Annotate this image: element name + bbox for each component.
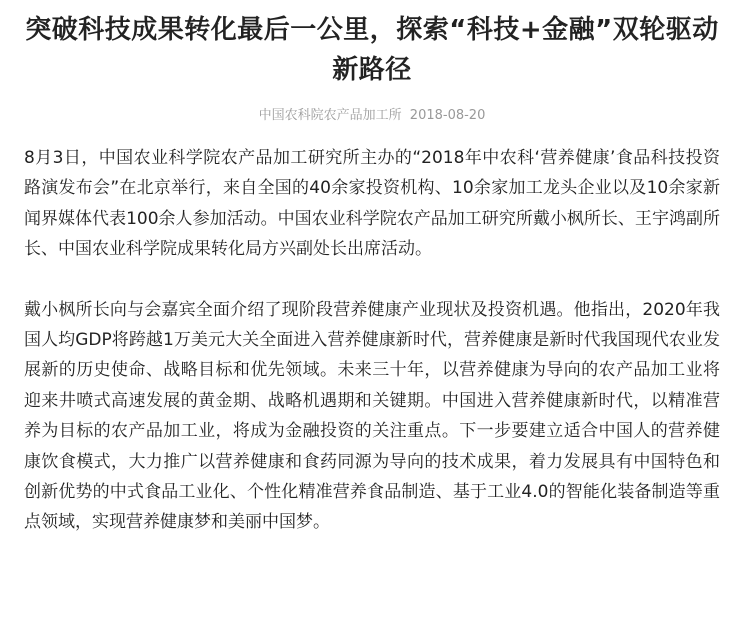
article-title: 突破科技成果转化最后一公里，探索“科技+金融”双轮驱动新路径 <box>25 15 719 85</box>
article-paragraph-2: 戴小枫所长向与会嘉宾全面介绍了现阶段营养健康产业现状及投资机遇。他指出，2020年我国人均GDP将跨越1万美元大关全面进入营养健康新时代，营养健康是新时代我国现代农业发展新的历史使命、战略目标和优先领域。未来三十年，以营养健康为导向的农产品加工业将迎来井喷式高速发展的黄金期、战略机遇期和关键期。中国进入营养健康新时代，以精准营养为目标的农产品加工业，将成为金融投资的关注重点。下一步要建立适合中国人的营养健康饮食模式，大力推广以营养健康和食药同源为导向的技术成果，着力发展具有中国特色和创新优势的中式食品工业化、个性化精准营养食品制造、基于工业4.0的智能化装备制造等重点领域，实现营养健康梦和美丽中国梦。 <box>24 299 720 533</box>
article-date: 2018-08-20 <box>409 108 486 123</box>
article-paragraph-1: 8月3日，中国农业科学院农产品加工研究所主办的“2018年中农科‘营养健康’食品科技投资路演发布会”在北京举行，来自全国的40余家投资机构、10余家加工龙头企业以及10余家新闻界媒体代表100余人参加活动。中国农业科学院农产品加工研究所戴小枫所长、王宇鸿副所长、中国农业科学院成果转化局方兴副处长出席活动。 <box>24 148 720 260</box>
article-source: 中国农科院农产品加工所 <box>258 108 402 123</box>
article-meta <box>24 106 720 126</box>
